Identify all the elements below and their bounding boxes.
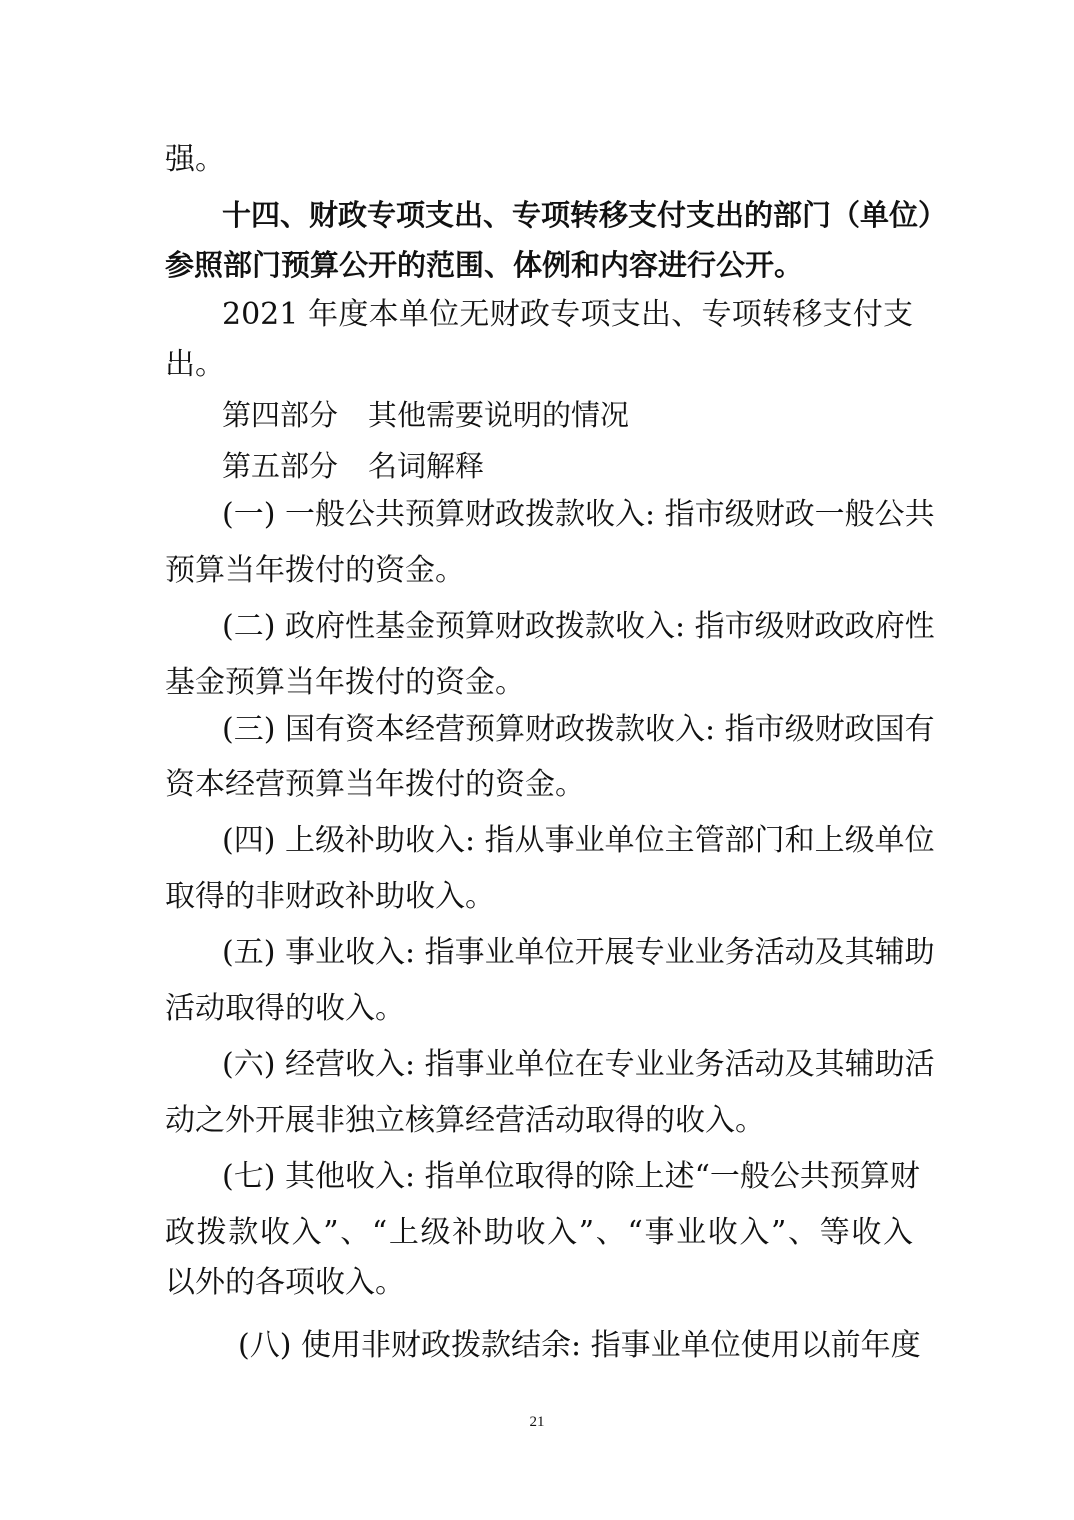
definition-line: (三) 国有资本经营预算财政拨款收入: 指市级财政国有 <box>222 712 935 747</box>
part-title: 其他需要说明的情况 <box>368 398 630 432</box>
definition-line: 取得的非财政补助收入。 <box>165 879 495 914</box>
part-label: 第四部分 <box>222 398 339 432</box>
part-four-heading <box>222 395 913 435</box>
definition-line: 资本经营预算当年拨付的资金。 <box>165 767 585 802</box>
page-number: 21 <box>529 1414 545 1430</box>
definition-line: (一) 一般公共预算财政拨款收入: 指市级财政一般公共 <box>222 497 935 532</box>
definition-line: (四) 上级补助收入: 指从事业单位主管部门和上级单位 <box>222 823 935 858</box>
definition-line: (七) 其他收入: 指单位取得的除上述“一般公共预算财 <box>222 1159 920 1194</box>
definition-line: 以外的各项收入。 <box>165 1265 405 1300</box>
part-label: 第五部分 <box>222 449 339 483</box>
section-heading-line: 十四、财政专项支出、专项转移支付支出的部门（单位） <box>222 198 948 232</box>
definition-line: 政拨款收入”、“上级补助收入”、“事业收入”、等收入 <box>165 1215 913 1250</box>
definition-line: (六) 经营收入: 指事业单位在专业业务活动及其辅助活 <box>222 1047 935 1082</box>
definition-line: 活动取得的收入。 <box>165 991 405 1026</box>
definition-line: 基金预算当年拨付的资金。 <box>165 665 525 700</box>
paragraph-line: 强。 <box>165 142 225 177</box>
part-five-heading <box>222 446 913 486</box>
paragraph-line: 出。 <box>165 347 225 382</box>
definition-line: (二) 政府性基金预算财政拨款收入: 指市级财政政府性 <box>222 609 935 644</box>
definition-line: (五) 事业收入: 指事业单位开展专业业务活动及其辅助 <box>222 935 935 970</box>
section-heading-line: 参照部门预算公开的范围、体例和内容进行公开。 <box>165 248 804 282</box>
definition-line: 动之外开展非独立核算经营活动取得的收入。 <box>165 1103 765 1138</box>
paragraph-line: 2021 年度本单位无财政专项支出、专项转移支付支 <box>222 297 913 332</box>
definition-line: (八) 使用非财政拨款结余: 指事业单位使用以前年度 <box>238 1328 921 1363</box>
definition-line: 预算当年拨付的资金。 <box>165 553 465 588</box>
part-title: 名词解释 <box>368 449 485 483</box>
